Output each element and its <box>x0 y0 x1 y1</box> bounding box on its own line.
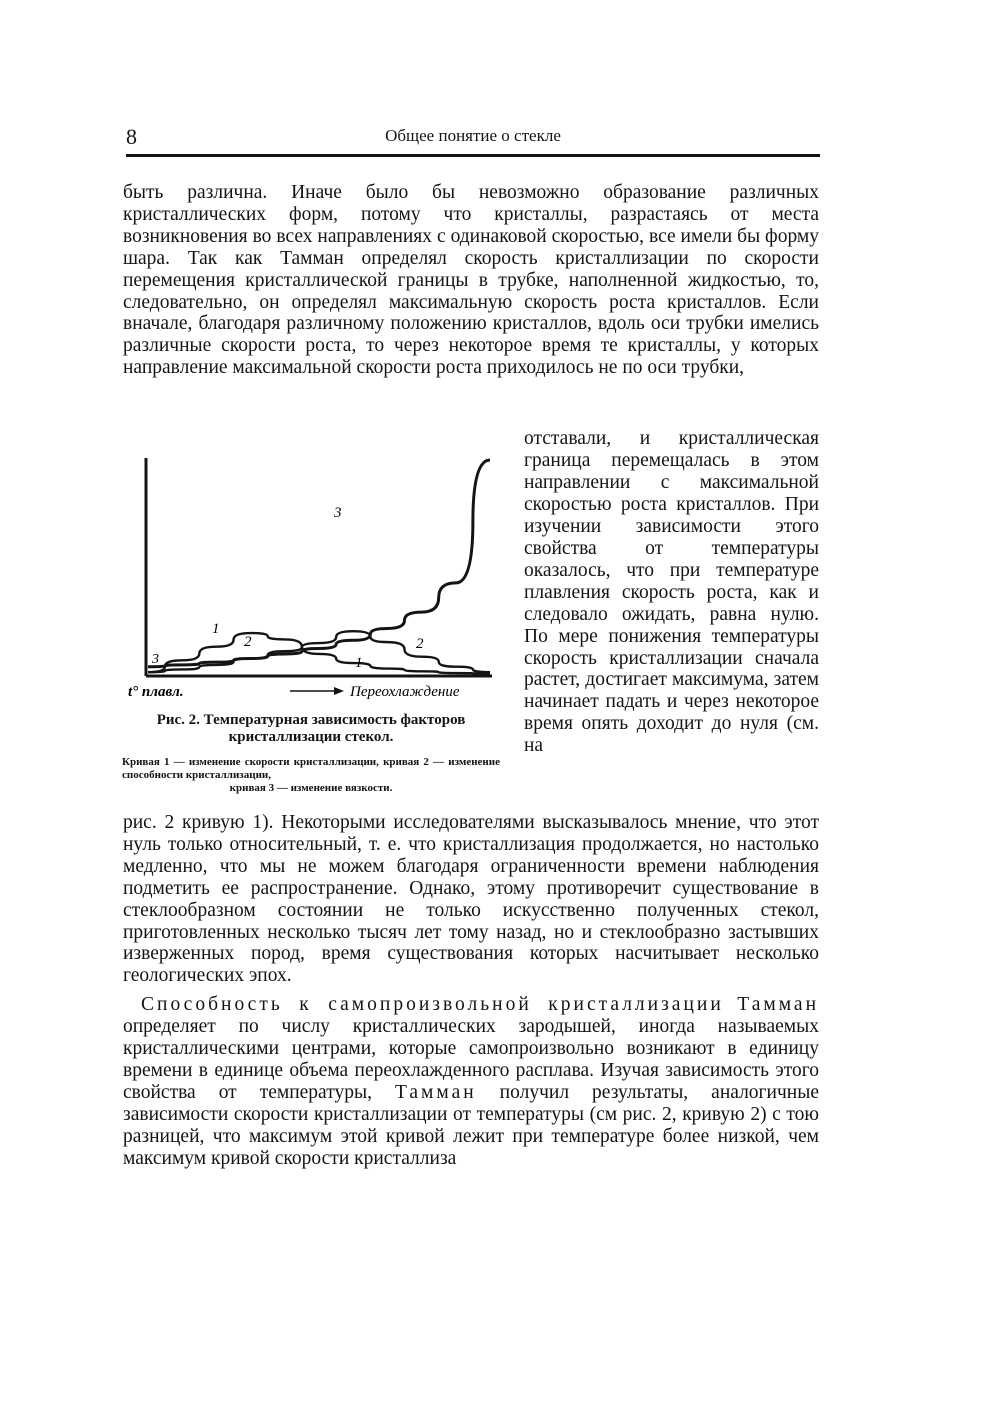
side-text: отставали, и кристаллическая граница перемещалась в этом направлении с максимальной скоростью роста кристаллов. При изучении зависимости этого свойства от температуры оказалось, что при температуре плавления скорость роста, как и следовало ожидать, равна нулю. По мере понижения температуры скорость кристаллизации сначала растет, достигает максимума, затем начинает падать и через некоторое время опять доходит до нуля (см. на <box>524 428 819 757</box>
bottom-text-block <box>123 812 819 1170</box>
paragraph-2-lead: Способность к самопроизвольной кристаллизации <box>141 994 724 1016</box>
curve-2-label-b: 2 <box>416 636 424 652</box>
page-number: 8 <box>126 124 137 149</box>
paragraph-2-name-2: Тамман <box>394 1081 477 1103</box>
curve-2-label-a: 2 <box>244 634 252 650</box>
figure-key <box>122 756 500 795</box>
running-title: Общее понятие о стекле <box>385 126 561 145</box>
curve-3 <box>148 460 490 667</box>
curve-3-label: 3 <box>334 505 342 521</box>
curve-3-label-origin: 3 <box>152 652 159 667</box>
figure-key-line-1: Кривая 1 — изменение скорости кристаллизации, <box>122 756 379 768</box>
paragraph-1-continued: рис. 2 кривую 1). Некоторыми исследователями высказывалось мнение, что этот нуль только относительный, т. е. что кристаллизация продолжается, но настолько медленно, что мы не можем благодаря ограниченности времени наблюдения подметить ее распространение. Однако, этому противоречит существование в стеклообразном состоянии не только искусственно полученных стекол, приготовленных несколько тысяч лет тому назад, но и стеклообразно застывших изверженных пород, время существования которых насчитывает несколько геологических эпох. <box>123 812 819 987</box>
figure-key-line-3: кривая 3 — изменение вязкости. <box>229 782 393 794</box>
figure-caption: Рис. 2. Температурная зависимость факторов кристаллизации стекол. <box>156 712 466 745</box>
x-axis-label: Переохлаждение <box>350 684 460 700</box>
curve-1-label-b: 1 <box>355 655 363 671</box>
paragraph-2-text: определяет по числу кристаллических зародышей, иногда называемых кристаллическими центрами, которые самопроизвольно возникают в единицу времени в единице объема переохлажденного расплава. Изучая зависимость этого свойства от температуры, <box>123 1016 819 1103</box>
page-header <box>126 120 820 157</box>
x-axis-arrowhead <box>334 687 344 695</box>
figure-chart <box>122 450 502 700</box>
x-origin-label: t° плавл. <box>128 684 184 700</box>
figure-key-line-2: кривая 2 — изменение способности кристаллизации, <box>122 756 500 781</box>
paragraph-2-name: Тамман <box>737 994 819 1016</box>
curve-1-label-a: 1 <box>212 621 220 637</box>
figure-2 <box>122 450 502 810</box>
paragraph-2 <box>123 994 819 1169</box>
paragraph-2-text-2: получил результаты, аналогичные зависимости скорости кристаллизации от температуры (см рис. 2, кривую 2) с тою разницей, что максимум этой кривой лежит при температуре более низкой, чем максимум кривой скорости кристаллиза <box>123 1081 819 1169</box>
top-text: быть различна. Иначе было бы невозможно образование различных кристаллических форм, потому что кристаллы, разрастаясь от места возникновения во всех направлениях с одинаковой скоростью, все имели бы форму шара. Так как Тамман определял скорость кристаллизации по скорости перемещения кристаллической границы в трубке, наполненной жидкостью, то, следовательно, он определял максимальную скорость роста кристаллов. Если вначале, благодаря различному положению кристаллов, вдоль оси трубки имелись различные скорости роста, то через некоторое время те кристаллы, у которых направление максимальной скорости роста приходилось не по оси трубки, <box>123 182 819 379</box>
